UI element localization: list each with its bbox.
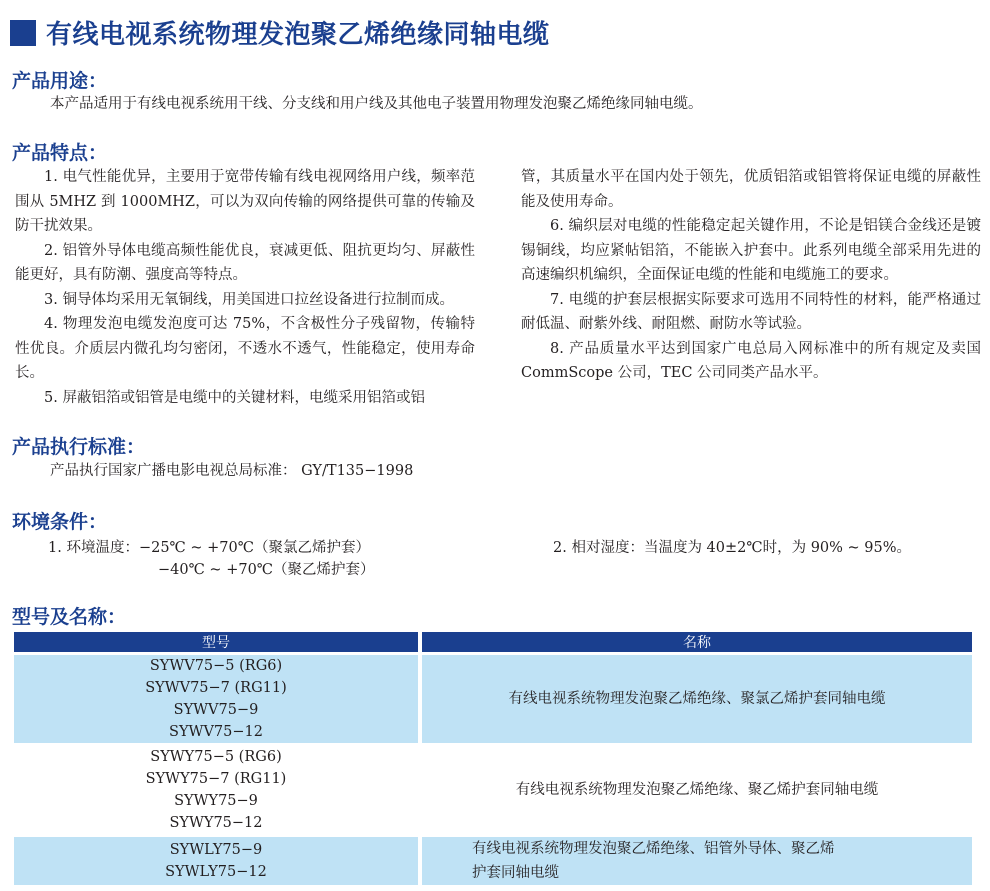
feature-item-1: 1. 电气性能优异，主要用于宽带传输有线电视网络用户线，频率范围从 5MHZ 到 1000MHZ，可以为双向传输的网络提供可靠的传输及防干扰效果。 xyxy=(15,169,475,234)
standard-heading: 产品执行标准： xyxy=(12,436,146,458)
model-code: SYWV75−12 xyxy=(169,724,263,740)
page-title: 有线电视系统物理发泡聚乙烯绝缘同轴电缆 xyxy=(46,20,550,50)
model-code: SYWY75−7 (RG11) xyxy=(145,771,287,787)
table-row xyxy=(14,655,972,743)
model-code: SYWY75−12 xyxy=(169,815,263,831)
model-code: SYWY75−9 xyxy=(174,793,258,809)
feature-item-8: 8. 产品质量水平达到国家广电总局入网标准中的所有规定及卖国 CommScope 公司，TEC 公司同类产品水平。 xyxy=(521,340,981,381)
table-row xyxy=(14,837,972,885)
model-cell xyxy=(14,746,418,834)
table-row xyxy=(14,746,972,834)
feature-item-7: 7. 电缆的护套层根据实际要求可选用不同特性的材料，能严格通过耐低温、耐紫外线、耐阻燃、耐防水等试验。 xyxy=(521,291,981,332)
features-right-column xyxy=(521,165,981,386)
features-left-column xyxy=(15,165,475,410)
env-temperature-line-2: −40℃ ~ +70℃（聚乙烯护套） xyxy=(158,562,375,578)
model-code: SYWV75−7 (RG11) xyxy=(145,680,287,696)
title-square-icon xyxy=(10,20,36,46)
models-table xyxy=(10,629,976,888)
name-line: 护套同轴电缆 xyxy=(472,865,559,881)
page-title-bar xyxy=(10,14,550,51)
col-header-model: 型号 xyxy=(14,632,418,652)
name-line: 有线电视系统物理发泡聚乙烯绝缘、铝管外导体、聚乙烯 xyxy=(472,841,835,857)
usage-heading: 产品用途： xyxy=(12,70,108,92)
model-cell xyxy=(14,837,418,885)
environment-heading: 环境条件： xyxy=(12,511,108,533)
name-cell xyxy=(422,837,972,885)
model-code: SYWLY75−12 xyxy=(165,864,267,880)
model-code: SYWY75−5 (RG6) xyxy=(150,749,282,765)
usage-text: 本产品适用于有线电视系统用干线、分支线和用户线及其他电子装置用物理发泡聚乙烯绝缘同轴电缆。 xyxy=(50,96,703,112)
models-heading: 型号及名称： xyxy=(12,606,127,628)
standard-text: 产品执行国家广播电影电视总局标准： GY/T135−1998 xyxy=(50,463,414,479)
col-header-name: 名称 xyxy=(422,632,972,652)
env-humidity: 2. 相对湿度：当温度为 40±2℃时，为 90% ~ 95%。 xyxy=(553,540,912,556)
feature-item-3: 3. 铜导体均采用无氧铜线，用美国进口拉丝设备进行拉制而成。 xyxy=(44,291,454,308)
feature-item-6: 6. 编织层对电缆的性能稳定起关键作用，不论是铝镁合金线还是镀锡铜线，均应紧帖铝箔，不能嵌入护套中。此系列电缆全部采用先进的高速编织机编织，全面保证电缆的性能和电缆施工的要求。 xyxy=(521,218,981,283)
model-code: SYWV75−9 xyxy=(173,702,259,718)
feature-item-5: 5. 屏蔽铝箔或铝管是电缆中的关键材料，电缆采用铝箔或铝 xyxy=(44,389,425,406)
name-cell: 有线电视系统物理发泡聚乙烯绝缘、聚乙烯护套同轴电缆 xyxy=(422,746,972,834)
model-cell xyxy=(14,655,418,743)
model-code: SYWLY75−9 xyxy=(169,842,263,858)
features-heading: 产品特点： xyxy=(12,142,108,164)
feature-item-5-continued: 管，其质量水平在国内处于领先，优质铝箔或铝管将保证电缆的屏蔽性能及使用寿命。 xyxy=(521,169,981,210)
model-code: SYWV75−5 (RG6) xyxy=(149,658,283,674)
env-temperature-line-1: 1. 环境温度：−25℃ ~ +70℃（聚氯乙烯护套） xyxy=(48,540,370,556)
feature-item-4: 4. 物理发泡电缆发泡度可达 75%，不含极性分子残留物，传输特性优良。介质层内微孔均匀密闭，不透水不透气，性能稳定，使用寿命长。 xyxy=(15,316,475,381)
name-cell: 有线电视系统物理发泡聚乙烯绝缘、聚氯乙烯护套同轴电缆 xyxy=(422,655,972,743)
feature-item-2: 2. 铝管外导体电缆高频性能优良，衰减更低、阻抗更均匀、屏蔽性能更好，具有防潮、强度高等特点。 xyxy=(15,242,475,283)
